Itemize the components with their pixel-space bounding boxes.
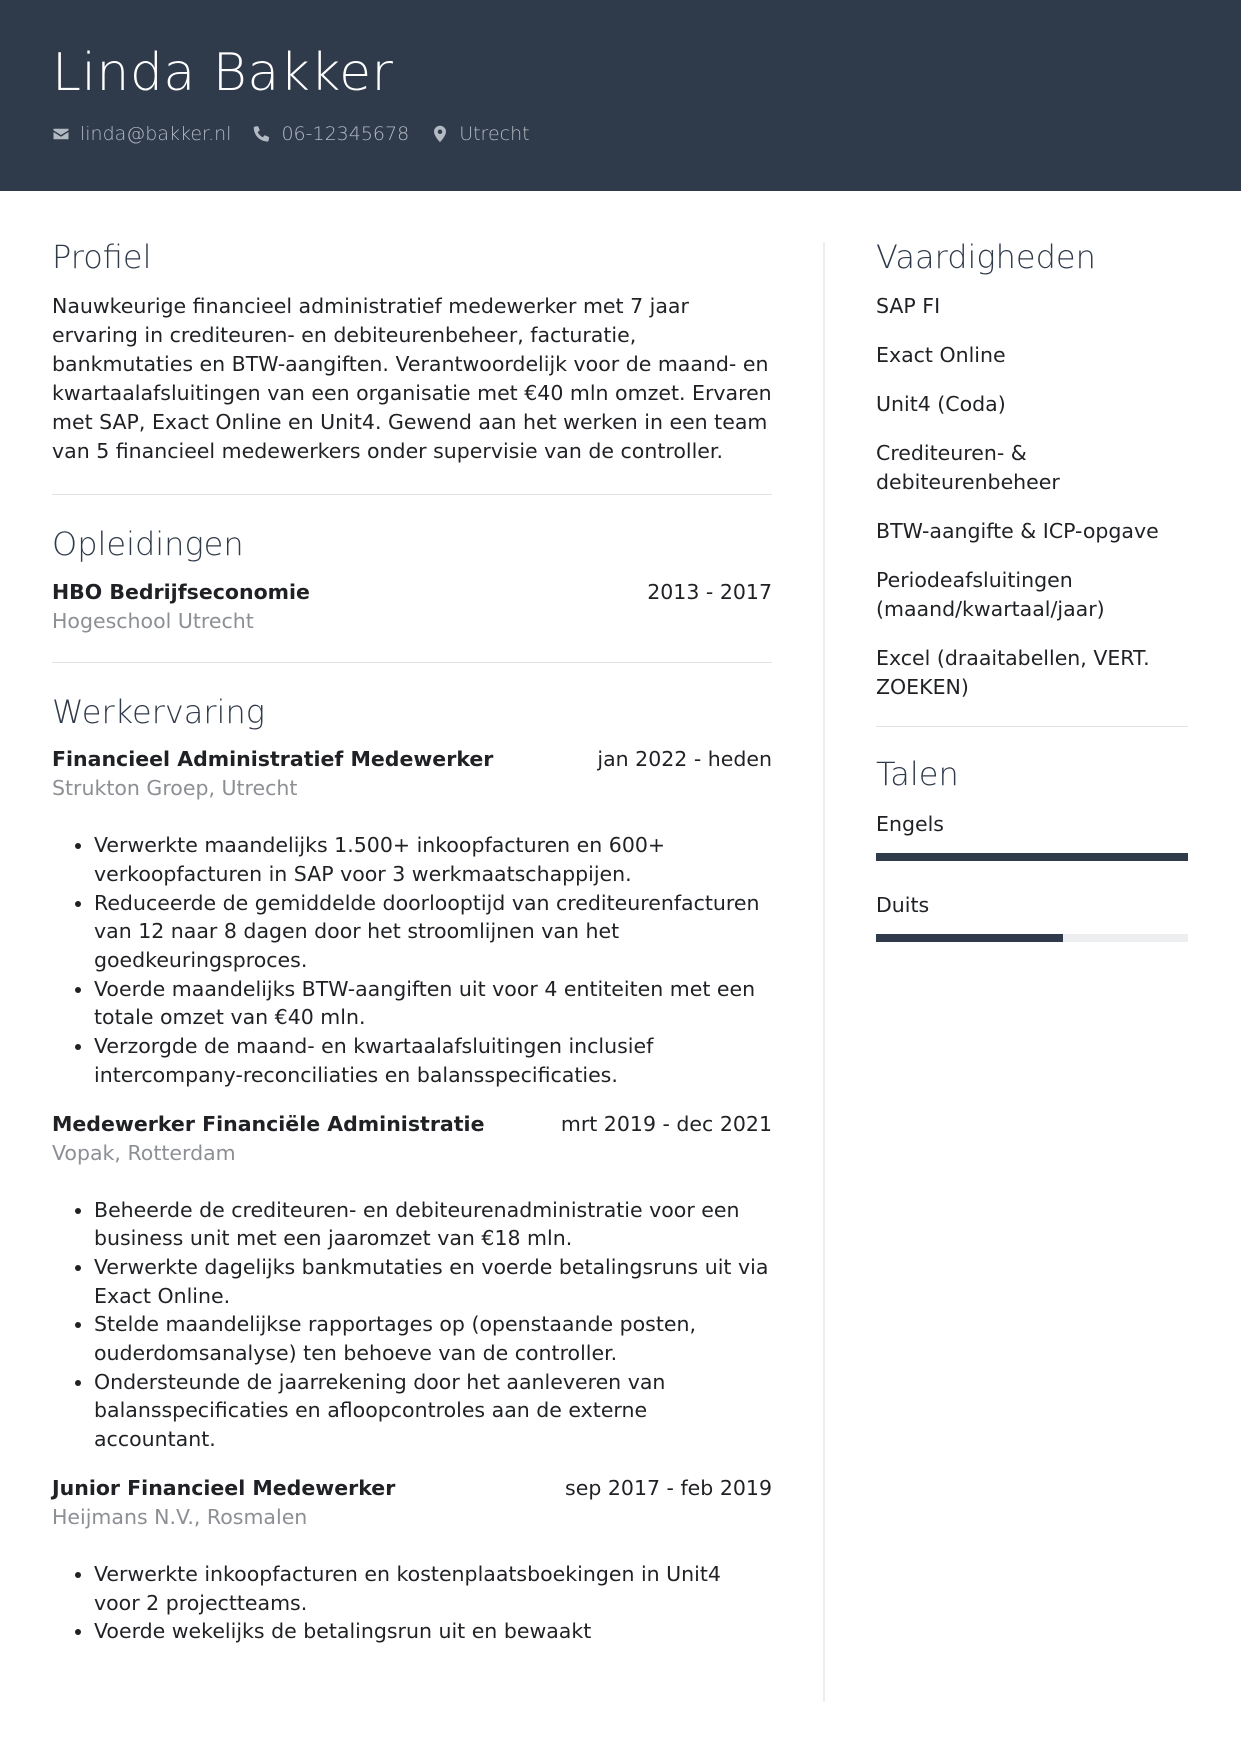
job-dates: jan 2022 - heden: [597, 747, 772, 772]
skill-item: Excel (draaitabellen, VERT. ZOEKEN): [876, 646, 1150, 700]
experience-section: [52, 693, 772, 1646]
job-company: Vopak, Rotterdam: [52, 1140, 236, 1165]
skill-item: SAP FI: [876, 294, 941, 319]
education-heading: Opleidingen: [52, 525, 244, 564]
job-item: [52, 1474, 772, 1646]
language-item: [876, 891, 1188, 942]
education-head: [52, 578, 772, 607]
job-bullets: [52, 831, 772, 1089]
job-company: Strukton Groep, Utrecht: [52, 776, 298, 801]
contact-info: [52, 123, 552, 145]
bullet: • Voerde wekelijks de betalingsrun uit en bewaakt: [94, 1617, 772, 1646]
job-role: Junior Financieel Medewerker: [52, 1475, 396, 1500]
bullet: • Verzorgde de maand- en kwartaalafsluitingen inclusief intercompany-reconciliaties en balansspecificaties.: [94, 1032, 772, 1089]
bullet: • Verwerkte inkoopfacturen en kostenplaatsboekingen in Unit4 voor 2 projectteams.: [94, 1560, 772, 1617]
phone-text: 06-12345678: [281, 123, 410, 145]
phone-icon: [253, 125, 271, 143]
column-divider: [823, 242, 825, 1702]
job-company: Heijmans N.V., Rosmalen: [52, 1504, 308, 1529]
divider: [876, 726, 1188, 727]
contact-phone: [253, 123, 409, 145]
envelope-icon: [52, 125, 70, 143]
profile-section: [52, 238, 772, 466]
job-role: Medewerker Financiële Administratie: [52, 1111, 485, 1136]
language-level-bar: [876, 934, 1188, 942]
sidebar-column: [876, 238, 1188, 942]
job-bullets: [52, 1196, 772, 1454]
job-item: [52, 1110, 772, 1454]
skill-item: Crediteuren- & debiteurenbeheer: [876, 441, 1060, 495]
bullet: • Verwerkte dagelijks bankmutaties en voerde betalingsruns uit via Exact Online.: [94, 1253, 772, 1310]
language-name: Engels: [876, 811, 944, 836]
contact-location: [431, 123, 529, 145]
skills-heading: Vaardigheden: [876, 238, 1096, 276]
job-head: [52, 1474, 772, 1503]
school: Hogeschool Utrecht: [52, 608, 254, 633]
candidate-name: Linda Bakker: [52, 43, 394, 103]
job-role: Financieel Administratief Medewerker: [52, 747, 494, 772]
job-head: [52, 1110, 772, 1139]
languages-heading: Talen: [876, 755, 959, 794]
divider: [52, 662, 772, 663]
languages-section: [876, 755, 1188, 941]
education-section: [52, 525, 772, 635]
job-head: [52, 745, 772, 774]
bullet: • Stelde maandelijkse rapportages op (openstaande posten, ouderdomsanalyse) ten behoeve van de controller.: [94, 1310, 772, 1367]
bullet: • Verwerkte maandelijks 1.500+ inkoopfacturen en 600+ verkoopfacturen in SAP voor 3 werkmaatschappijen.: [94, 831, 772, 888]
bullet: • Reduceerde de gemiddelde doorlooptijd van crediteurenfacturen van 12 naar 8 dagen door het stroomlijnen van het goedkeuringsproces.: [94, 889, 772, 975]
bullet: • Voerde maandelijks BTW-aangiften uit voor 4 entiteiten met een totale omzet van €40 mln.: [94, 975, 772, 1032]
profile-text: Nauwkeurige financieel administratief medewerker met 7 jaar ervaring in crediteuren- en debiteurenbeheer, facturatie, bankmutaties en BTW-aangiften. Verantwoordelijk voor de maand- en kwartaalafsluitingen van een organisatie met €40 mln omzet. Ervaren met SAP, Exact Online en Unit4. Gewend aan het werken in een team van 5 financieel medewerkers onder supervisie van de controller.: [52, 294, 772, 464]
degree: HBO Bedrijfseconomie: [52, 579, 310, 604]
job-item: [52, 745, 772, 1089]
language-item: [876, 810, 1188, 861]
location-text: Utrecht: [459, 123, 530, 145]
bullet: • Beheerde de crediteuren- en debiteurenadministratie voor een business unit met een jaaromzet van €18 mln.: [94, 1196, 772, 1253]
language-name: Duits: [876, 892, 930, 917]
job-bullets: [52, 1560, 772, 1646]
main-column: [52, 238, 772, 1646]
divider: [52, 494, 772, 495]
job-dates: mrt 2019 - dec 2021: [560, 1111, 772, 1136]
experience-heading: Werkervaring: [52, 692, 265, 731]
job-dates: sep 2017 - feb 2019: [565, 1475, 772, 1500]
language-level-fill: [876, 853, 1188, 861]
education-dates: 2013 - 2017: [647, 579, 772, 604]
skill-item: Unit4 (Coda): [876, 392, 1006, 417]
language-level-fill: [876, 934, 1063, 942]
location-pin-icon: [431, 125, 449, 143]
education-item: [52, 578, 772, 636]
skill-item: BTW-aangifte & ICP-opgave: [876, 519, 1159, 544]
skill-item: Periodeafsluitingen (maand/kwartaal/jaar): [876, 568, 1105, 622]
header: [0, 0, 1241, 191]
contact-email: [52, 123, 231, 145]
profile-heading: Profiel: [52, 238, 152, 276]
email-text: linda@bakker.nl: [80, 123, 232, 145]
bullet: • Ondersteunde de jaarrekening door het aanleveren van balansspecificaties en afloopcontroles aan de externe accountant.: [94, 1368, 772, 1454]
skill-item: Exact Online: [876, 343, 1006, 368]
skills-section: [876, 238, 1188, 702]
language-level-bar: [876, 853, 1188, 861]
